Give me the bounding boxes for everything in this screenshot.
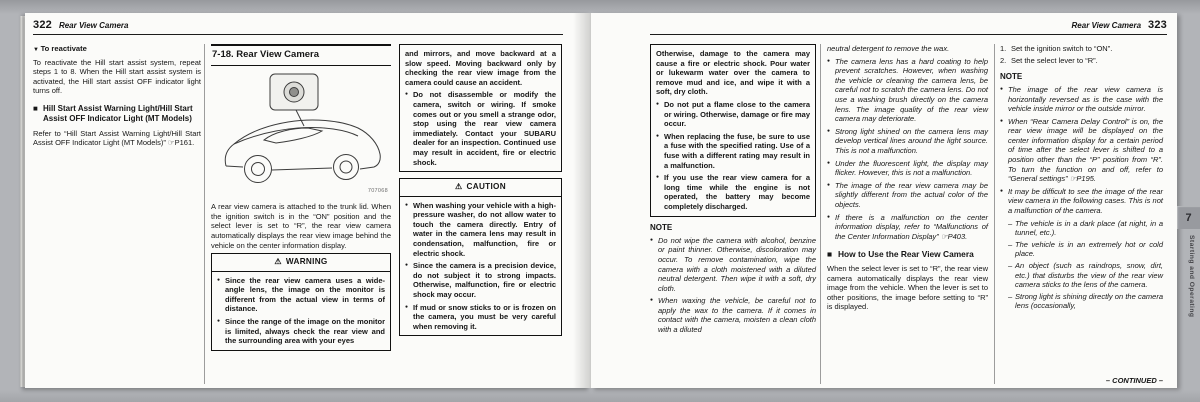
howto-heading: ■ How to Use the Rear View Camera bbox=[827, 249, 988, 260]
car-window bbox=[264, 128, 322, 143]
car-wheel-front bbox=[334, 155, 359, 180]
caution-header bbox=[400, 179, 561, 197]
column-divider bbox=[204, 44, 205, 384]
caution-body bbox=[400, 197, 561, 336]
left-column-3 bbox=[399, 44, 562, 390]
note-item: ● The image of the rear view camera is horizontally reversed as is the case with the vehicle inside mirror or the outside mirror. bbox=[1000, 85, 1163, 114]
page-number: 322 bbox=[33, 19, 52, 31]
note-heading: NOTE bbox=[1000, 71, 1023, 81]
camera-leader-line bbox=[296, 110, 304, 126]
note-heading: NOTE bbox=[650, 222, 673, 232]
caution-box bbox=[399, 178, 562, 336]
column-divider bbox=[994, 44, 995, 384]
warning-item: ● Since the range of the image on the monitor is limited, always check the rear view and the surrounding area with your eyes bbox=[217, 317, 385, 346]
page-322-header bbox=[33, 19, 563, 35]
warning-box bbox=[211, 253, 391, 351]
caution-item: ● When washing your vehicle with a high-pressure washer, do not allow water to touch the camera directly. Entry of water in the camera lens may result in condensation, malfunction, fire or electric shock. bbox=[405, 201, 556, 259]
illustration-code: 707068 bbox=[367, 188, 388, 195]
running-head: Rear View Camera bbox=[58, 21, 129, 30]
caution-item: ● If you use the rear view camera for a long time while the engine is not operated, the battery may become completely discharged. bbox=[656, 173, 810, 211]
reactivate-body: To reactivate the Hill start assist system, repeat steps 1 to 8. When the Hill start assist system is activated, the Hill start assist OFF indicator light turns off. bbox=[33, 57, 201, 96]
caution-continuation-box bbox=[650, 44, 816, 217]
continued-label: – CONTINUED – bbox=[1105, 376, 1163, 385]
right-column-2 bbox=[827, 44, 988, 390]
note-item: ● Do not wipe the camera with alcohol, benzine or paint thinner. Otherwise, discoloration may occur. To remove contamination, wipe the camera with a cloth moistened with a diluted neutral detergent. Then wipe it with a soft, dry cloth. bbox=[650, 236, 816, 294]
caution-item: ● Do not put a flame close to the camera or wiring. Otherwise, damage or fire may occur. bbox=[656, 100, 810, 129]
running-head: Rear View Camera bbox=[1071, 21, 1142, 30]
hill-start-heading: ■ Hill Start Assist Warning Light/Hill Start Assist OFF Indicator Light (MT Models) bbox=[33, 104, 201, 124]
warning-body bbox=[212, 272, 390, 350]
hill-start-reference: Refer to “Hill Start Assist Warning Light/Hill Start Assist OFF Indicator Light (MT Models)” ☞P161. bbox=[33, 128, 201, 148]
camera-intro-paragraph: A rear view camera is attached to the trunk lid. When the ignition switch is in the “ON” position and the select lever is set to “R”, the rear view camera automatically displays the rear view image behind the vehicle on the center information display. bbox=[211, 202, 391, 250]
left-column-2 bbox=[211, 44, 391, 390]
right-column-3 bbox=[1000, 44, 1163, 390]
car-wheel-rear bbox=[245, 156, 272, 183]
warning-item: ● Since the rear view camera uses a wide-angle lens, the image on the monitor is different from the actual view in terms of distance. bbox=[217, 276, 385, 314]
warning-item: ● Do not disassemble or modify the camera, switch or wiring. If smoke comes out or you smell a strange odor, stop using the rear view camera immediately. Contact your SUBARU dealer for an inspection. Continued use may result in accident, fire or electric shock. bbox=[405, 90, 556, 167]
caution-continuation-body bbox=[651, 45, 815, 216]
caution-icon: ⚠ bbox=[455, 182, 463, 192]
note-item-continuation: neutral detergent to remove the wax. bbox=[827, 44, 950, 53]
note-subitem: – Strong light is shining directly on the camera lens (occasionally, bbox=[1000, 292, 1163, 311]
chapter-title-vertical: Starting and Operating bbox=[1188, 235, 1195, 318]
note-item: ● The camera lens has a hard coating to help prevent scratches. However, when washing the vehicle or cleaning the camera lens, be careful not to scratch the camera lens. Do not use a washing brush directly on the camera lens. The image quality of the rear view camera may deteriorate. bbox=[827, 57, 988, 124]
note-subitem: – The vehicle is in an extremely hot or cold place. bbox=[1000, 240, 1163, 259]
caution-continuation-text: Otherwise, damage to the camera may cause a fire or electric shock. Pour water or lukewarm water over the camera to remove mud and ice, and wipe it with a soft, dry cloth. bbox=[656, 49, 810, 97]
page-number: 323 bbox=[1148, 19, 1167, 31]
warning-continuation-box bbox=[399, 44, 562, 172]
note-item: ● The image of the rear view camera may be slightly different from the actual color of the objects. bbox=[827, 181, 988, 210]
car-rear-camera-drawing bbox=[211, 70, 391, 196]
left-column-1 bbox=[33, 44, 201, 390]
note-item: ● When waxing the vehicle, be careful not to apply the wax to the camera. If it comes in contact with the camera, moisten a clean cloth with a diluted bbox=[650, 296, 816, 334]
warning-icon: ⚠ bbox=[274, 257, 282, 267]
caution-item: ● Since the camera is a precision device, do not subject it to strong impacts. Otherwise, malfunction, fire or electric shock may occur. bbox=[405, 261, 556, 299]
procedure-step: Set the ignition switch to “ON”. bbox=[1011, 44, 1113, 53]
warning-header bbox=[212, 254, 390, 272]
procedure-step: Set the select lever to “R”. bbox=[1011, 56, 1098, 66]
howto-body: When the select lever is set to “R”, the rear view camera automatically displays the rear view image from the vehicle. When the lever is set to other positions, the image before setting to “R” is displayed. bbox=[827, 264, 988, 312]
car-beltline bbox=[234, 128, 358, 145]
warning-continuation-text: and mirrors, and move backward at a slow speed. Moving backward only by checking the rear view image from the camera could cause an accident. bbox=[405, 49, 556, 87]
column-divider bbox=[820, 44, 821, 384]
note-item: ● Under the fluorescent light, the display may flicker. However, this is not a malfunction. bbox=[827, 159, 988, 178]
caution-item: ● If mud or snow sticks to or is frozen on the camera, you must be very careful when removing it. bbox=[405, 303, 556, 332]
right-column-1 bbox=[650, 44, 816, 390]
reactivate-heading: ▼ To reactivate bbox=[33, 44, 201, 55]
chapter-tab: 7 bbox=[1177, 206, 1200, 229]
warning-title: WARNING bbox=[285, 257, 328, 267]
procedure-steps bbox=[1000, 44, 1163, 66]
car-illustration bbox=[211, 70, 391, 196]
caution-title: CAUTION bbox=[466, 182, 506, 192]
note-item: ● When “Rear Camera Delay Control” is on, the rear view image will be displayed on the center information display for a certain period of time after the select lever is shifted to a position other than the “P” position from “R”. To turn the function on and off, refer to “General settings” ☞P195. bbox=[1000, 117, 1163, 184]
section-title: 7-18. Rear View Camera bbox=[211, 44, 391, 66]
note-subitem: – An object (such as raindrops, snow, dirt, etc.) that disturbs the view of the rear view camera sticks to the lens of the camera. bbox=[1000, 261, 1163, 290]
camera-lens-inner bbox=[290, 88, 299, 97]
page-322 bbox=[25, 13, 591, 388]
note-subitem: – The vehicle is in a dark place (at night, in a tunnel, etc.). bbox=[1000, 219, 1163, 238]
caution-item: ● When replacing the fuse, be sure to use a fuse with the specified rating. Use of a fuse with a different rating may result in a malfunction. bbox=[656, 132, 810, 170]
note-item: ● If there is a malfunction on the center information display, refer to “Malfunctions of the Center Information Display” ☞P403. bbox=[827, 213, 988, 242]
note-item: ● Strong light shined on the camera lens may develop vertical lines around the light source. This is not a malfunction. bbox=[827, 127, 988, 156]
page-323 bbox=[591, 13, 1177, 388]
note-item: ● It may be difficult to see the image of the rear view camera in the following cases. This is not a malfunction of the camera. bbox=[1000, 187, 1163, 216]
page-323-header bbox=[650, 19, 1167, 35]
warning-continuation-body bbox=[400, 45, 561, 171]
